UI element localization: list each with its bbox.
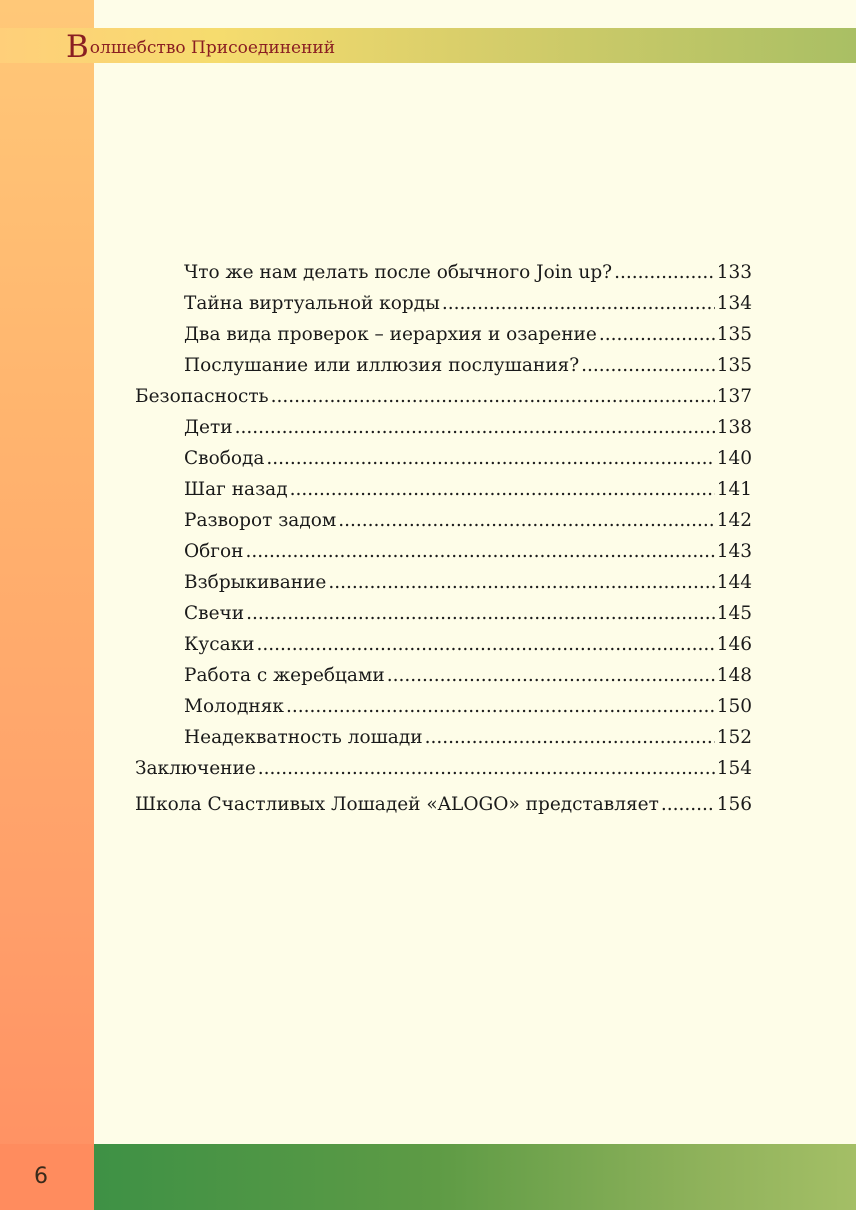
toc-dot-leader [290,479,715,500]
toc-dot-leader [271,386,715,407]
toc-entry-page: 154 [716,758,752,779]
toc-entry-page: 140 [716,448,752,469]
toc-entry [184,727,752,757]
toc-dot-leader [425,727,715,748]
header-drop-initial: В [66,29,89,65]
toc-entry-page: 143 [716,541,752,562]
toc-entry [184,603,752,633]
toc-entry-page: 145 [716,603,752,624]
toc-dot-leader [257,634,715,655]
toc-dot-leader [266,448,714,469]
toc-entry-label: Школа Счастливых Лошадей «ALOGO» представляет [135,794,659,815]
toc-entry-page: 138 [716,417,752,438]
toc-entry-page: 135 [716,355,752,376]
toc-entry-label: Взбрыкивание [184,572,327,593]
toc-entry-label: Два вида проверок – иерархия и озарение [184,324,597,345]
toc-entry [184,634,752,664]
toc-entry-label: Кусаки [184,634,255,655]
header-title-text: олшебство Присоединений [89,38,336,58]
toc-entry-page: 150 [716,696,752,717]
toc-entry-label: Обгон [184,541,244,562]
toc-entry [184,510,752,540]
toc-entry-page: 156 [716,794,752,815]
toc-entry-page: 146 [716,634,752,655]
toc-entry-label: Молодняк [184,696,284,717]
left-color-band [0,0,94,1210]
toc-entry [184,696,752,726]
toc-entry-label: Работа с жеребцами [184,665,385,686]
toc-dot-leader [328,572,714,593]
toc-entry-page: 144 [716,572,752,593]
toc-dot-leader [258,758,715,779]
toc-entry [184,572,752,602]
toc-dot-leader [614,262,715,283]
toc-dot-leader [661,794,715,815]
toc-entry-label: Свечи [184,603,245,624]
toc-entry [184,417,752,447]
toc-entry-page: 142 [716,510,752,531]
toc-entry [184,262,752,292]
toc-dot-leader [387,665,715,686]
toc-dot-leader [581,355,715,376]
toc-dot-leader [442,293,715,314]
toc-entry [135,794,752,824]
toc-entry-label: Свобода [184,448,265,469]
toc-entry [184,355,752,385]
toc-entry-label: Заключение [135,758,256,779]
toc-entry-page: 141 [716,479,752,500]
toc-entry-label: Послушание или иллюзия послушания? [184,355,580,376]
toc-entry-label: Безопасность [135,386,269,407]
toc-entry [135,386,752,416]
toc-entry [184,293,752,323]
toc-entry-page: 152 [716,727,752,748]
toc-dot-leader [599,324,715,345]
toc-entry-label: Шаг назад [184,479,288,500]
toc-entry [184,479,752,509]
toc-entry-label: Что же нам делать после обычного Join up? [184,262,613,283]
toc-entry [184,324,752,354]
toc-entry-label: Дети [184,417,233,438]
toc-entry-page: 148 [716,665,752,686]
toc-entry-label: Тайна виртуальной корды [184,293,440,314]
toc-entry [184,541,752,571]
page-number: 6 [34,1164,48,1189]
toc-dot-leader [246,603,715,624]
toc-entry-label: Неадекватность лошади [184,727,423,748]
toc-entry [135,758,752,788]
toc-entry-page: 135 [716,324,752,345]
toc-dot-leader [286,696,715,717]
running-header-title [66,31,335,64]
footer-band [94,1144,856,1210]
toc-dot-leader [245,541,714,562]
toc-entry [184,448,752,478]
toc-entry-page: 134 [716,293,752,314]
toc-entry-label: Разворот задом [184,510,337,531]
toc-entry-page: 137 [716,386,752,407]
toc-entry [184,665,752,695]
toc-dot-leader [235,417,715,438]
toc-dot-leader [338,510,714,531]
toc-entry-page: 133 [716,262,752,283]
